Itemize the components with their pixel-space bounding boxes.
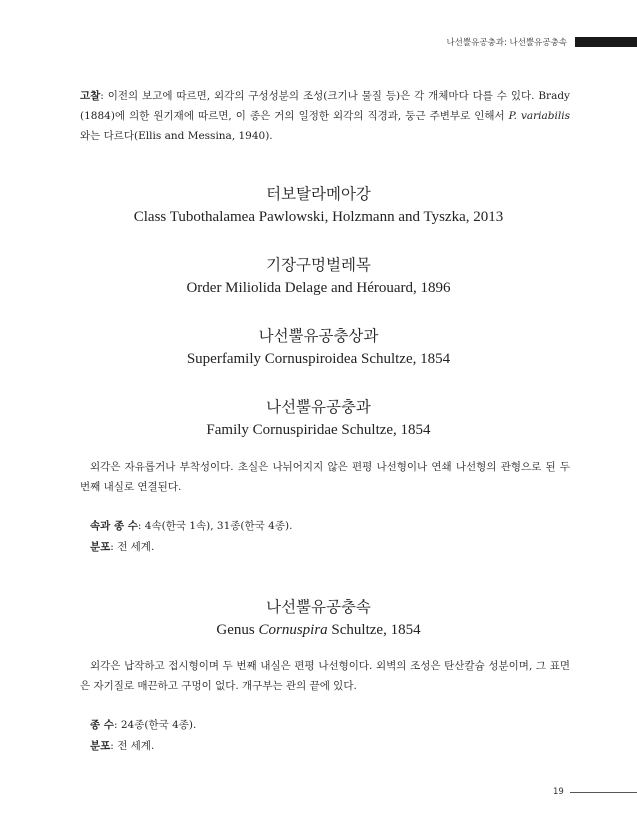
header-bar (575, 37, 637, 47)
genus-distribution-label: 분포 (90, 740, 111, 752)
family-counts (90, 516, 292, 536)
taxon-class-latin: Class Tubothalamea Pawlowski, Holzmann and Tyszka, 2013 (133, 209, 504, 225)
taxon-genus (0, 597, 637, 640)
taxon-class-korean: 터보탈라메아강 (266, 185, 371, 203)
family-counts-sep: : (137, 520, 145, 532)
genus-distribution-value: 전 세계. (117, 740, 155, 752)
genus-counts-label: 종 수 (90, 719, 114, 731)
genus-description: 외각은 납작하고 접시형이며 두 번째 내실은 편평 나선형이다. 외벽의 조성은 탄산칼슘 성분이며, 그 표면은 자기질로 매끈하고 구멍이 없다. 개구부는 관의 끝에 있다. (80, 660, 570, 692)
remark-label: 고찰 (80, 90, 101, 102)
remark-species: P. variabilis (508, 110, 570, 122)
family-counts-label: 속과 종 수 (90, 520, 138, 532)
taxon-genus-latin (0, 620, 637, 640)
taxon-order-latin: Order Miliolida Delage and Hérouard, 1896 (186, 280, 451, 296)
running-title: 나선뿔유공충과: 나선뿔유공충속 (446, 37, 567, 48)
family-distribution (90, 537, 154, 557)
family-description: 외각은 자유롭거나 부착성이다. 초실은 나뉘어지지 않은 편평 나선형이나 연쇄 나선형의 관형으로 된 두 번째 내실로 연결된다. (80, 461, 570, 493)
genus-counts-value: 24종(한국 4종). (120, 719, 197, 731)
remark-text-1: 이전의 보고에 따르면, 외각의 구성성분의 조성(크기나 물질 등)은 각 개체마다 다를 수 있다. Brady (1884)에 의한 원기재에 따르면, 이 종은 거의 일정한 외각의 직경과, 둥근 주변부로 인해서 (80, 90, 570, 122)
taxon-superfamily (0, 326, 637, 369)
page-number: 19 (553, 787, 564, 797)
footer-rule (570, 792, 637, 793)
taxon-class (0, 184, 637, 227)
taxon-order (0, 255, 637, 298)
running-header (446, 36, 637, 47)
taxon-family-latin: Family Cornuspiridae Schultze, 1854 (206, 422, 431, 438)
page-footer (553, 787, 637, 797)
taxon-genus-korean: 나선뿔유공충속 (266, 598, 371, 616)
remark-paragraph (80, 86, 570, 146)
genus-latin-suffix: Schultze, 1854 (327, 622, 421, 638)
family-counts-value: 4속(한국 1속), 31종(한국 4종). (144, 520, 293, 532)
genus-latin-name: Cornuspira (258, 622, 328, 638)
genus-counts-sep: : (113, 719, 121, 731)
taxon-family-korean: 나선뿔유공충과 (266, 398, 371, 416)
taxon-family (0, 397, 637, 440)
remark-sep: : (100, 90, 108, 102)
genus-counts (90, 715, 196, 735)
genus-distribution (90, 736, 154, 756)
family-distribution-sep: : (110, 541, 118, 553)
genus-latin-prefix: Genus (216, 622, 259, 638)
family-distribution-value: 전 세계. (117, 541, 155, 553)
taxon-superfamily-korean: 나선뿔유공충상과 (258, 327, 379, 345)
taxon-superfamily-latin: Superfamily Cornuspiroidea Schultze, 1854 (186, 351, 451, 367)
taxon-order-korean: 기장구멍벌레목 (266, 256, 371, 274)
genus-distribution-sep: : (110, 740, 118, 752)
remark-text-2: 와는 다르다(Ellis and Messina, 1940). (80, 130, 273, 142)
family-distribution-label: 분포 (90, 541, 111, 553)
